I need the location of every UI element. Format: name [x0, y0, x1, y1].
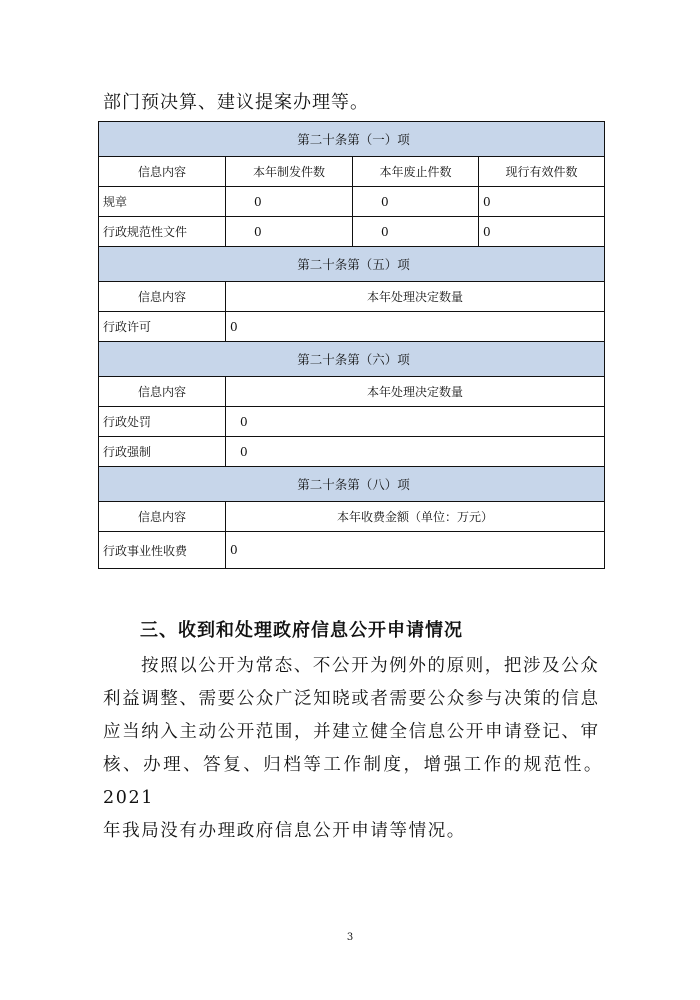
column-header: 本年处理决定数量	[226, 377, 605, 407]
cell-value: 0	[226, 187, 353, 217]
table-row	[99, 312, 605, 342]
section-title: 第二十条第（五）项	[99, 247, 605, 282]
paragraph-line: 利益调整、需要公众广泛知晓或者需要公众参与决策的信息	[103, 689, 600, 709]
cell-value: 0	[226, 437, 605, 467]
paragraph-line: 核、办理、答复、归档等工作制度，增强工作的规范性。2021	[103, 755, 603, 808]
column-header: 信息内容	[99, 502, 226, 532]
table-row	[99, 187, 605, 217]
row-label: 规章	[99, 187, 226, 217]
body-paragraph	[103, 650, 603, 848]
section-header-row	[99, 342, 605, 377]
cell-value: 0	[353, 217, 479, 247]
paragraph-line: 应当纳入主动公开范围，并建立健全信息公开申请登记、审	[103, 722, 600, 742]
page-number: 3	[346, 932, 354, 943]
section-header-row	[99, 467, 605, 502]
table-row	[99, 217, 605, 247]
cell-value: 0	[226, 312, 605, 342]
column-header: 信息内容	[99, 377, 226, 407]
column-header: 信息内容	[99, 157, 226, 187]
disclosure-table	[98, 121, 605, 569]
section-title: 第二十条第（八）项	[99, 467, 605, 502]
cell-value: 0	[226, 532, 605, 569]
cell-value: 0	[479, 217, 605, 247]
cell-value: 0	[226, 217, 353, 247]
column-header: 本年收费金额（单位：万元）	[226, 502, 605, 532]
table-row	[99, 532, 605, 569]
cell-value: 0	[353, 187, 479, 217]
intro-text: 部门预决算、建议提案办理等。	[103, 92, 369, 113]
column-header-row	[99, 377, 605, 407]
table-row	[99, 407, 605, 437]
cell-value: 0	[226, 407, 605, 437]
section-title: 第二十条第（一）项	[99, 122, 605, 157]
column-header: 本年处理决定数量	[226, 282, 605, 312]
row-label: 行政规范性文件	[99, 217, 226, 247]
column-header-row	[99, 282, 605, 312]
column-header-row	[99, 157, 605, 187]
row-label: 行政强制	[99, 437, 226, 467]
column-header-row	[99, 502, 605, 532]
section-header-row	[99, 122, 605, 157]
section-header-row	[99, 247, 605, 282]
table-row	[99, 437, 605, 467]
column-header: 本年制发件数	[226, 157, 353, 187]
cell-value: 0	[479, 187, 605, 217]
section-heading: 三、收到和处理政府信息公开申请情况	[140, 620, 463, 641]
paragraph-line: 按照以公开为常态、不公开为例外的原则，把涉及公众	[141, 656, 600, 676]
section-title: 第二十条第（六）项	[99, 342, 605, 377]
column-header: 本年废止件数	[353, 157, 479, 187]
row-label: 行政处罚	[99, 407, 226, 437]
row-label: 行政事业性收费	[99, 532, 226, 569]
row-label: 行政许可	[99, 312, 226, 342]
column-header: 现行有效件数	[479, 157, 605, 187]
column-header: 信息内容	[99, 282, 226, 312]
paragraph-line: 年我局没有办理政府信息公开申请等情况。	[103, 821, 466, 841]
